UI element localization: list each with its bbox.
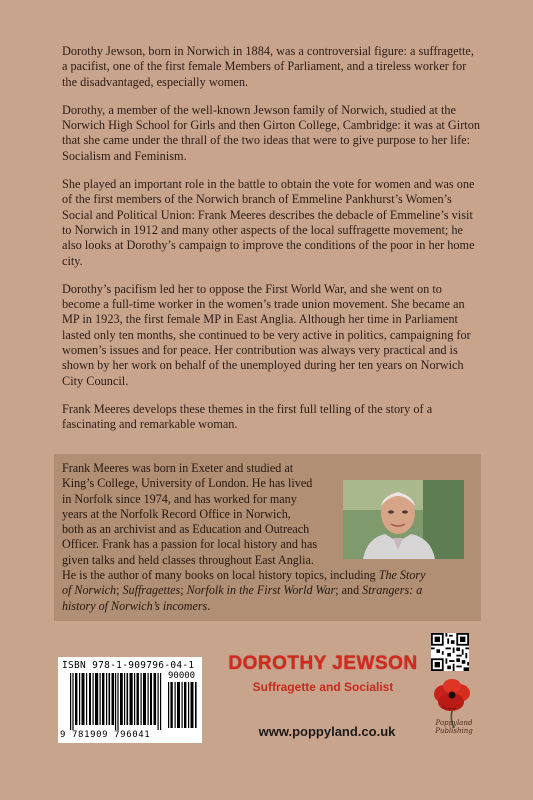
bio-line-6: Officer. Frank has a passion for local history and has <box>62 537 318 552</box>
bio-line-4: years at the Norfolk Record Office in Norwich, <box>62 506 291 521</box>
blurb-paragraph-4: Dorothy’s pacifism led her to oppose the First World War, and she went on to become a full-time worker in the women’s trade union movement. She became an MP in 1923, the first female MP in East Anglia. Although her time in Parliament lasted only ten months, she continued to be very active in politics, campaigning for women’s issues and for peace. Her contribution was always very practical and is shown by her work on behalf of the unemployed during her ten years on Norwich City Council. <box>62 281 471 388</box>
book-title-strangers-part2: history of Norwich’s incomers <box>62 598 208 613</box>
bio-line-7: given talks and held classes throughout East Anglia. <box>62 552 314 567</box>
bio-separator-1: ; <box>116 583 123 598</box>
blurb-paragraph-5: Frank Meeres develops these themes in the first full telling of the story of a fascinating and remarkable woman. <box>62 401 433 432</box>
publisher-line-1: Poppyland <box>435 719 473 727</box>
blurb-paragraph-3: She played an important role in the battle to obtain the vote for women and was one of the first members of the Norwich branch of Emmeline Pankhurst’s Women’s Social and Political Union: Frank Meeres describes the debacle of Emmeline’s visit to Norwich in 1912 and many other aspects of the local suffragette movement; he also looks at Dorothy’s campaign to improve the conditions of the poor in her home city. <box>62 177 475 268</box>
barcode-number: 9 781909 796041 <box>60 730 151 740</box>
publisher-name <box>424 719 484 735</box>
price-code: 90000 <box>168 671 196 681</box>
bio-end: . <box>207 598 211 613</box>
bio-line-8 <box>62 568 477 583</box>
book-title-suffragettes: Suffragettes <box>122 583 181 598</box>
blurb <box>62 44 482 446</box>
bio-line-1: Frank Meeres was born in Exeter and studied at <box>62 461 294 475</box>
book-title-story-of-norwich-part1: The Story <box>378 568 426 583</box>
bio-line-3: in Norfolk since 1974, and has worked for many <box>62 491 297 506</box>
publisher-website: www.poppyland.co.uk <box>258 724 396 739</box>
price-barcode-bars <box>168 682 198 728</box>
bio-books-intro: He is the author of many books on local history topics, including <box>62 568 379 583</box>
qr-code-icon <box>431 633 469 671</box>
book-title-norfolk-ww1: Norfolk in the First World War <box>186 583 336 598</box>
bio-line-10 <box>62 599 477 614</box>
blurb-paragraph-2: Dorothy, a member of the well-known Jewson family of Norwich, studied at the Norwich High School for Girls and then Girton College, Cambridge: it was at Girton that she came under the thrall of the two ideas that were to give purpose to her life: Socialism and Feminism. <box>62 102 481 163</box>
book-subtitle: Suffragette and Socialist <box>252 680 394 694</box>
bio-separator-2: ; <box>180 583 187 598</box>
blurb-paragraph-1: Dorothy Jewson, born in Norwich in 1884, was a controversial figure: a suffragette, a pacifist, one of the first female Members of Parliament, and a tireless worker for the disadvantaged, especially women. <box>62 44 474 89</box>
bio-separator-3: ; and <box>335 583 363 598</box>
book-title: DOROTHY JEWSON <box>228 653 418 674</box>
bio-line-5: both as an archivist and as Education and Outreach <box>62 522 310 537</box>
book-title-strangers-part1: Strangers: a <box>362 583 423 598</box>
book-title-story-of-norwich-part2: of Norwich <box>62 583 117 598</box>
bio-line-2: King’s College, University of London. He has lived <box>62 476 313 491</box>
barcode-bars <box>70 673 162 730</box>
bio-line-9 <box>62 583 477 598</box>
isbn-text: ISBN 978-1-909796-04-1 <box>62 660 195 671</box>
publisher-line-2: Publishing <box>435 727 473 735</box>
author-bio <box>62 461 477 614</box>
